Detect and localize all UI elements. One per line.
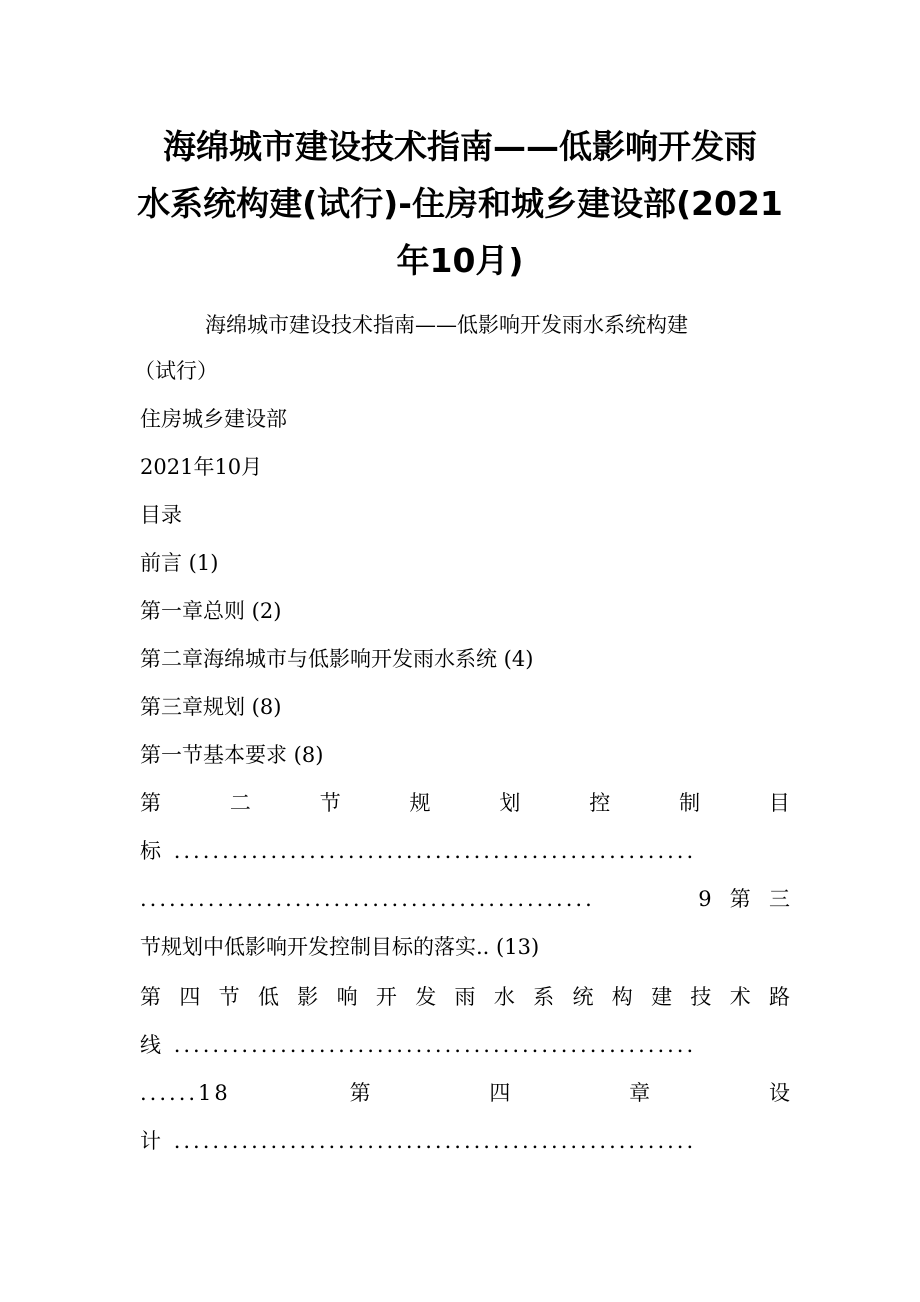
toc-char: 三 [768, 887, 790, 911]
toc-char: 第 [140, 985, 161, 1009]
toc-char: 第 [349, 1081, 371, 1105]
toc-entry-section-4-spread [140, 982, 790, 1012]
toc-char: 路 [769, 985, 790, 1009]
toc-char: 四 [179, 985, 201, 1009]
toc-char: 影 [297, 985, 319, 1009]
toc-char: 水 [493, 985, 515, 1009]
toc-heading: 目录 [140, 503, 182, 527]
toc-char: 统 [572, 985, 594, 1009]
toc-char: 设 [768, 1081, 790, 1105]
title-line-1: 海绵城市建设技术指南——低影响开发雨 [163, 127, 757, 166]
subtitle-line-2: （试行） [134, 359, 218, 383]
toc-char: 目 [768, 791, 790, 815]
toc-entry-preface: 前言 (1) [140, 551, 219, 575]
toc-char: 四 [489, 1081, 511, 1105]
toc-entry-section-2-leader [140, 836, 790, 866]
document-title [130, 118, 790, 289]
issuer: 住房城乡建设部 [140, 407, 287, 431]
toc-char: 节 [319, 791, 341, 815]
toc-char: 低 [257, 985, 279, 1009]
title-line-2: 水系统构建(试行)-住房和城乡建设部(2021 [137, 184, 783, 223]
toc-tail-char: 标 [140, 839, 164, 863]
toc-entry-section-2-spread [140, 788, 790, 818]
toc-entry-chapter-4-spread [140, 1078, 790, 1108]
dot-leader: ...................................................... [173, 1033, 697, 1057]
toc-entry-chapter-4-leader [140, 1126, 790, 1156]
issue-date: 2021年10月 [140, 455, 263, 479]
toc-char: 技 [690, 985, 712, 1009]
toc-char: 发 [415, 985, 437, 1009]
toc-entry-chapter-1: 第一章总则 (2) [140, 599, 282, 623]
toc-char: 节 [218, 985, 240, 1009]
page-number: 9 [698, 887, 712, 911]
dot-leader: ............................................... [140, 887, 595, 911]
toc-char: 划 [499, 791, 521, 815]
toc-entry-section-3: 节规划中低影响开发控制目标的落实.. (13) [140, 935, 540, 959]
toc-char: 构 [611, 985, 633, 1009]
toc-char: 控 [589, 791, 611, 815]
toc-char: 建 [651, 985, 673, 1009]
toc-tail-char: 线 [140, 1033, 164, 1057]
toc-entry-chapter-2: 第二章海绵城市与低影响开发雨水系统 (4) [140, 647, 534, 671]
toc-char: 雨 [454, 985, 476, 1009]
toc-char: 系 [533, 985, 555, 1009]
toc-char: 响 [336, 985, 358, 1009]
toc-char: 制 [679, 791, 701, 815]
toc-char: 二 [229, 791, 251, 815]
toc-entry-chapter-3: 第三章规划 (8) [140, 695, 282, 719]
toc-char: 第 [729, 887, 751, 911]
subtitle-line-1: 海绵城市建设技术指南——低影响开发雨水系统构建 [205, 313, 688, 337]
toc-entry-section-4-leader [140, 1030, 790, 1060]
dot-leader: ...................................................... [173, 1129, 697, 1153]
page-number: ......18 [140, 1081, 231, 1105]
dot-leader: ...................................................... [173, 839, 697, 863]
toc-tail-char: 计 [140, 1129, 164, 1153]
title-line-3: 年10月) [396, 241, 524, 280]
toc-char: 规 [409, 791, 431, 815]
toc-char: 章 [629, 1081, 651, 1105]
toc-entry-section-2-page [140, 884, 790, 914]
toc-char: 开 [375, 985, 397, 1009]
toc-char: 第 [140, 791, 161, 815]
toc-char: 术 [729, 985, 751, 1009]
toc-entry-section-1: 第一节基本要求 (8) [140, 743, 324, 767]
